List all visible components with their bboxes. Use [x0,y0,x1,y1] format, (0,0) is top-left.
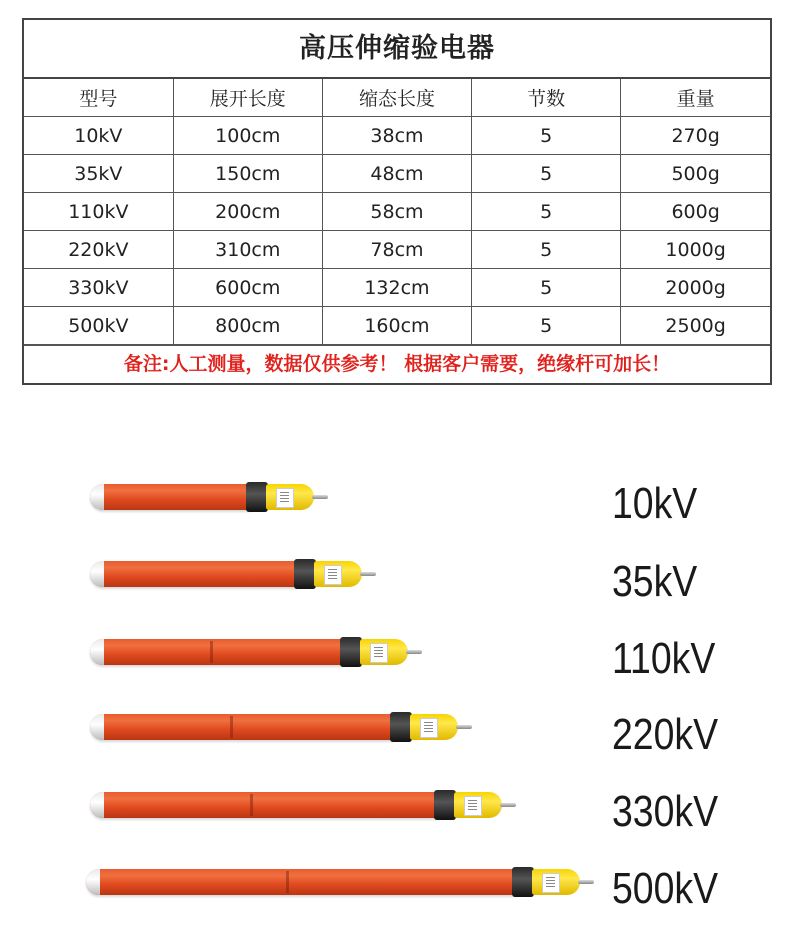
cell-model: 330kV [24,269,173,307]
header-row [24,79,770,117]
spec-table [22,18,772,385]
end-cap [90,561,104,587]
cell-sections: 5 [472,231,621,269]
table-note: 备注:人工测量，数据仅供参考！ 根据客户需要，绝缘杆可加长！ [24,345,770,383]
rod-joint [230,716,233,738]
cell-retracted-length: 48cm [322,155,471,193]
probe-tip [456,725,472,729]
voltage-label: 330kV [612,787,719,836]
table-row [24,117,770,155]
table-row [24,269,770,307]
end-cap [90,714,104,740]
collar [246,482,268,512]
product-label [370,643,388,663]
header-retracted-length: 缩态长度 [322,79,471,117]
detector-500kv [86,867,608,897]
insulating-rod [90,714,396,740]
collar [340,637,362,667]
cell-weight: 2500g [621,307,770,345]
cell-sections: 5 [472,117,621,155]
insulating-rod [90,484,252,510]
detector-110kv [90,637,435,667]
cell-sections: 5 [472,155,621,193]
detector-220kv [90,712,482,742]
cell-weight: 2000g [621,269,770,307]
collar [390,712,412,742]
collar [294,559,316,589]
header-sections: 节数 [472,79,621,117]
detector-330kv [90,790,530,820]
cell-retracted-length: 58cm [322,193,471,231]
cell-model: 10kV [24,117,173,155]
cell-sections: 5 [472,307,621,345]
rod-joint [286,871,289,893]
table-row [24,307,770,345]
cell-weight: 1000g [621,231,770,269]
probe-tip [406,650,422,654]
spec-grid [24,79,770,345]
detector-35kv [90,559,390,589]
product-label [324,565,342,585]
product-label [542,873,560,893]
cell-extended-length: 150cm [173,155,322,193]
cell-model: 35kV [24,155,173,193]
voltage-label: 110kV [612,634,716,683]
table-row [24,193,770,231]
probe-tip [578,880,594,884]
header-extended-length: 展开长度 [173,79,322,117]
table-row [24,155,770,193]
voltage-label: 10kV [612,479,698,528]
cell-extended-length: 600cm [173,269,322,307]
table-row [24,231,770,269]
cell-weight: 600g [621,193,770,231]
end-cap [86,869,100,895]
detector-10kv [90,482,340,512]
end-cap [90,792,104,818]
cell-weight: 270g [621,117,770,155]
insulating-rod [90,792,440,818]
product-label [464,796,482,816]
product-photo [0,440,790,934]
probe-tip [360,572,376,576]
cell-model: 500kV [24,307,173,345]
cell-retracted-length: 132cm [322,269,471,307]
rod-joint [210,641,213,663]
cell-extended-length: 800cm [173,307,322,345]
cell-extended-length: 310cm [173,231,322,269]
cell-retracted-length: 38cm [322,117,471,155]
product-label [420,718,438,738]
voltage-label: 35kV [612,557,698,606]
cell-model: 220kV [24,231,173,269]
product-label [276,488,294,508]
collar [512,867,534,897]
table-title: 高压伸缩验电器 [24,20,770,79]
cell-extended-length: 100cm [173,117,322,155]
insulating-rod [90,639,346,665]
cell-weight: 500g [621,155,770,193]
collar [434,790,456,820]
probe-tip [500,803,516,807]
insulating-rod [86,869,518,895]
cell-retracted-length: 78cm [322,231,471,269]
probe-tip [312,495,328,499]
insulating-rod [90,561,300,587]
cell-sections: 5 [472,269,621,307]
header-weight: 重量 [621,79,770,117]
voltage-label: 220kV [612,710,719,759]
cell-sections: 5 [472,193,621,231]
cell-extended-length: 200cm [173,193,322,231]
cell-retracted-length: 160cm [322,307,471,345]
end-cap [90,639,104,665]
end-cap [90,484,104,510]
voltage-label: 500kV [612,864,719,913]
cell-model: 110kV [24,193,173,231]
header-model: 型号 [24,79,173,117]
rod-joint [250,794,253,816]
